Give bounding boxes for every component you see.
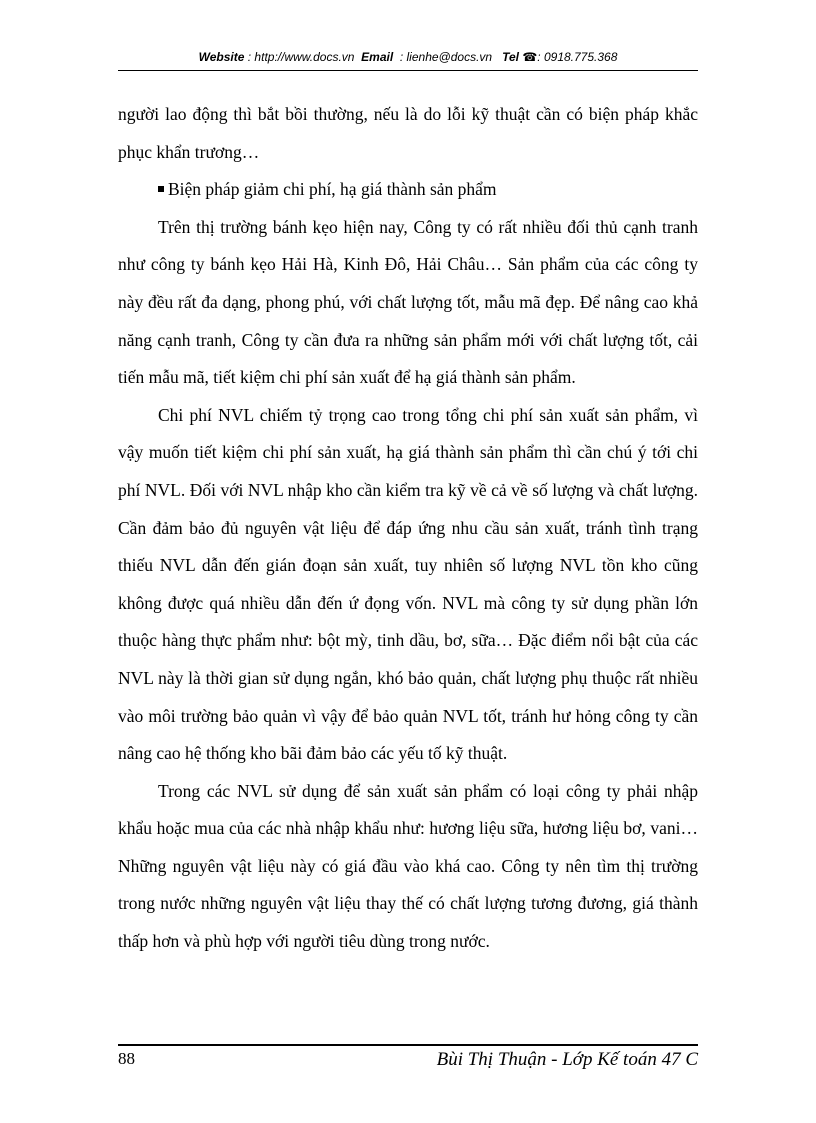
website-value[interactable]: : http://www.docs.vn <box>247 50 355 64</box>
bullet-heading <box>118 171 698 209</box>
page-number: 88 <box>118 1049 135 1068</box>
footer-author: Bùi Thị Thuận - Lớp Kế toán 47 C <box>436 1049 698 1070</box>
paragraph: Trong các NVL sử dụng để sản xuất sản phẩm có loại công ty phải nhập khẩu hoặc mua của các nhà nhập khẩu như: hương liệu sữa, hương liệu bơ, vani… Những nguyên vật liệu này có giá đầu vào khá cao. Công ty nên tìm thị trường trong nước những nguyên vật liệu thay thế có chất lượng tương đương, giá thành thấp hơn và phù hợp với người tiêu dùng trong nước. <box>118 780 698 952</box>
bullet-heading-text: Biện pháp giảm chi phí, hạ giá thành sản phẩm <box>168 179 497 200</box>
paragraph-continuation: người lao động thì bắt bồi thường, nếu là do lỗi kỹ thuật cần có biện pháp khắc phục khẩn trương… <box>118 104 698 162</box>
paragraph: Chi phí NVL chiếm tỷ trọng cao trong tổng chi phí sản xuất sản phẩm, vì vậy muốn tiết kiệm chi phí sản xuất, hạ giá thành sản phẩm thì cần chú ý tới chi phí NVL. Đối với NVL nhập kho cần kiểm tra kỹ về cả về số lượng và chất lượng. Cần đảm bảo đủ nguyên vật liệu để đáp ứng nhu cầu sản xuất, tránh tình trạng thiếu NVL dẫn đến gián đoạn sản xuất, tuy nhiên số lượng NVL tồn kho cũng không được quá nhiều dẫn đến ứ đọng vốn. NVL mà công ty sử dụng phần lớn thuộc hàng thực phẩm như: bột mỳ, tinh dầu, bơ, sữa… Đặc điểm nổi bật của các NVL này là thời gian sử dụng ngắn, khó bảo quản, chất lượng phụ thuộc rất nhiều vào môi trường bảo quản vì vậy để bảo quản NVL tốt, tránh hư hỏng công ty cần nâng cao hệ thống kho bãi đảm bảo các yếu tố kỹ thuật. <box>118 404 698 764</box>
page-header <box>118 50 698 64</box>
email-label: Email <box>361 50 394 64</box>
square-bullet-icon <box>158 186 164 192</box>
paragraph: Trên thị trường bánh kẹo hiện nay, Công ty có rất nhiều đối thủ cạnh tranh như công ty bánh kẹo Hải Hà, Kinh Đô, Hải Châu… Sản phẩm của các công ty này đều rất đa dạng, phong phú, với chất lượng tốt, mẫu mã đẹp. Để nâng cao khả năng cạnh tranh, Công ty cần đưa ra những sản phẩm mới với chất lượng tốt, cải tiến mẫu mã, tiết kiệm chi phí sản xuất để hạ giá thành sản phẩm. <box>118 216 698 388</box>
email-value[interactable]: : lienhe@docs.vn <box>399 50 493 64</box>
document-body <box>118 96 698 961</box>
website-label: Website <box>198 50 245 64</box>
header-divider <box>118 70 698 71</box>
footer-divider <box>118 1044 698 1046</box>
tel-value: : 0918.775.368 <box>537 50 618 64</box>
tel-label: Tel <box>502 50 519 64</box>
telephone-icon: ☎ <box>522 50 538 64</box>
